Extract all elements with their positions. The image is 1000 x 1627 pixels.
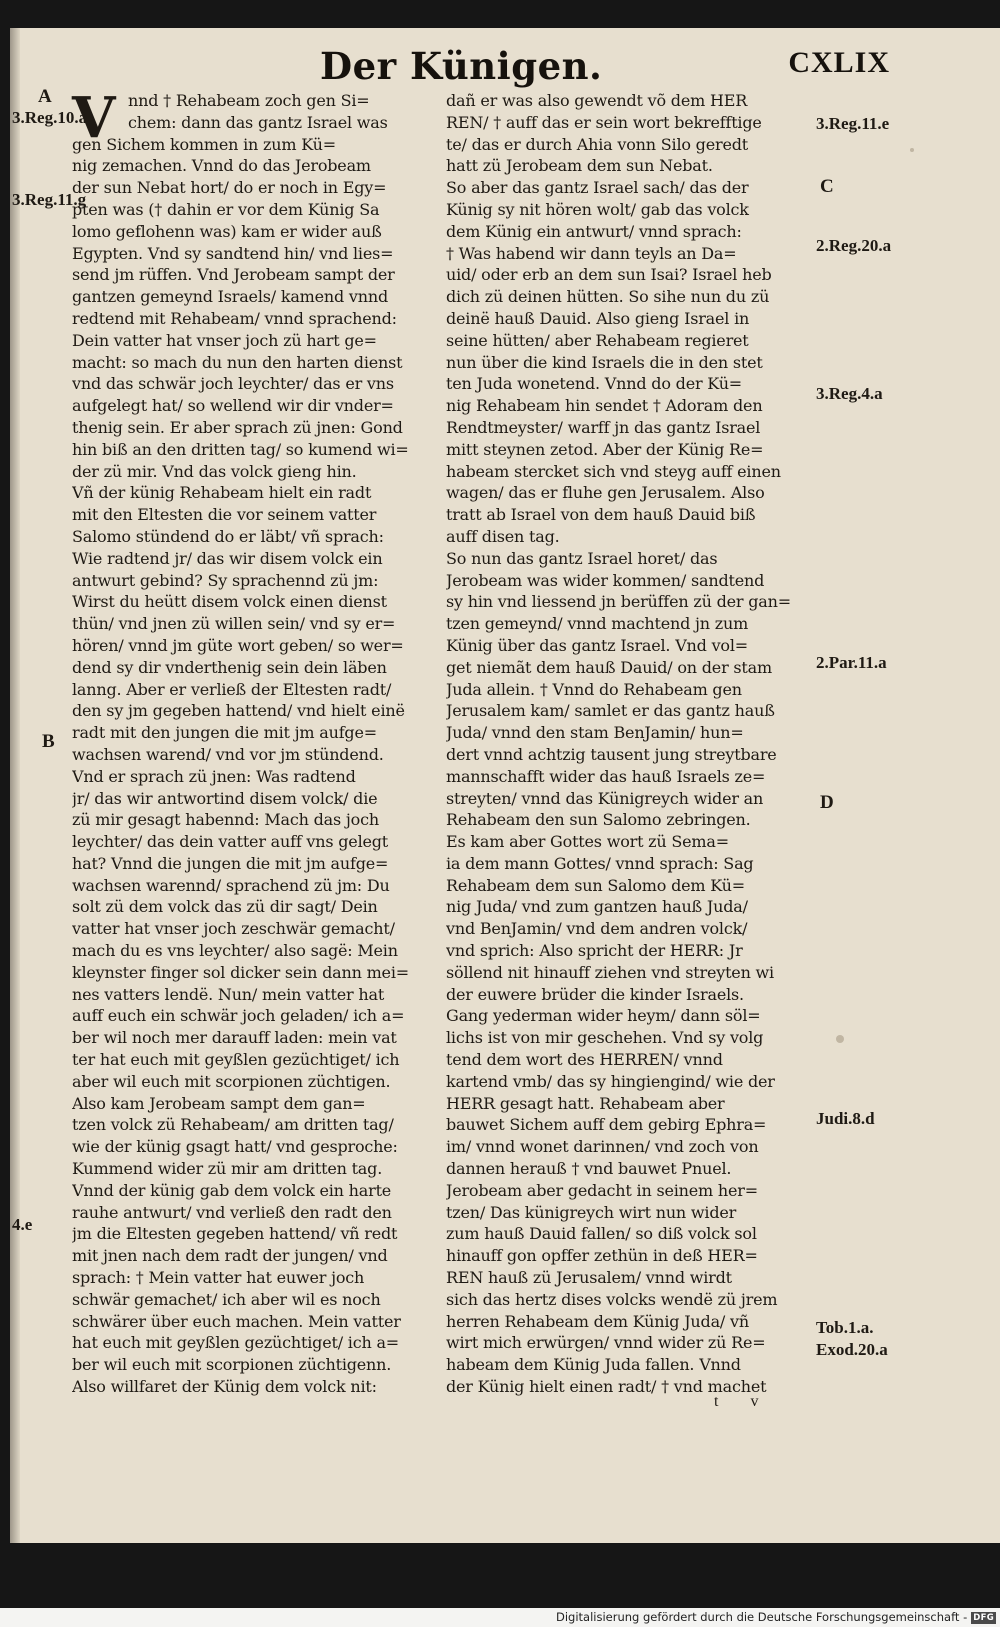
margin-note-right: 2.Reg.20.a <box>816 236 892 255</box>
text-line: mit den Eltesten die vor seinem vatter <box>72 505 377 525</box>
signature-mark: t v <box>714 1393 773 1410</box>
margin-note-right: Judi.8.d <box>816 1109 875 1128</box>
text-line: macht: so mach du nun den harten dienst <box>72 352 403 372</box>
text-line: nig Juda/ vnd zum gantzen hauß Juda/ <box>446 897 748 917</box>
text-line: Dein vatter hat vnser joch zü hart ge= <box>72 330 377 350</box>
text-line: aufgelegt hat/ so wellend wir dir vnder= <box>72 396 394 416</box>
text-line: der zü mir. Vnd das volck gieng hin. <box>72 461 357 481</box>
text-line: Wie radtend jr/ das wir disem volck ein <box>72 548 383 568</box>
folio-number: CXLIX <box>788 46 890 79</box>
text-line: hin biß an den dritten tag/ so kumend wi= <box>72 439 409 459</box>
text-line: So aber das gantz Israel sach/ das der <box>446 178 749 198</box>
text-line: nun über die kind Israels die in den stet <box>446 352 763 372</box>
text-line: der Künig hielt einen radt/ † vnd machet <box>446 1377 767 1397</box>
text-line: jr/ das wir antwortind disem volck/ die <box>72 788 378 808</box>
text-line: wachsen warend/ vnd vor jm stündend. <box>72 744 384 764</box>
text-line: lomo geflohenn was) kam er wider auß <box>72 221 382 241</box>
margin-note-left: B <box>42 731 55 752</box>
text-column-left <box>72 85 434 1398</box>
text-line: So nun das gantz Israel horet/ das <box>446 548 718 568</box>
text-line: bauwet Sichem auff dem gebirg Ephra= <box>446 1115 767 1135</box>
text-line: tzen/ Das künigreych wirt nun wider <box>446 1202 737 1222</box>
text-line: den sy jm gegeben hattend/ vnd hielt einë <box>72 701 405 721</box>
text-line: deinë hauß Dauid. Also gieng Israel in <box>446 308 750 328</box>
text-line: mach du es vns leychter/ also sagë: Mein <box>72 941 398 961</box>
text-line: antwurt gebind? Sy sprachennd zü jm: <box>72 570 379 590</box>
text-line: Jerusalem kam/ samlet er das gantz hauß <box>446 701 775 721</box>
text-line: im/ vnnd wonet darinnen/ vnd zoch von <box>446 1137 759 1157</box>
text-line: lanng. Aber er verließ der Eltesten radt/ <box>72 679 392 699</box>
text-line: streyten/ vnnd das Künigreych wider an <box>446 788 764 808</box>
margin-note-right: C <box>820 176 834 197</box>
text-line: schwärer über euch machen. Mein vatter <box>72 1311 401 1331</box>
text-line: redtend mit Rehabeam/ vnnd sprachend: <box>72 308 397 328</box>
text-line: auff euch ein schwär joch geladen/ ich a= <box>72 1006 405 1026</box>
margin-note-left: 4.e <box>12 1215 33 1234</box>
text-line: vatter hat vnser joch zeschwär gemacht/ <box>72 919 395 939</box>
text-line: Also willfaret der Künig dem volck nit: <box>72 1377 377 1397</box>
text-line: kartend vmb/ das sy hingiengind/ wie der <box>446 1071 775 1091</box>
text-line: chem: dann das gantz Israel was <box>128 112 388 132</box>
text-line: rauhe antwurt/ vnd verließ den radt den <box>72 1202 392 1222</box>
footer-credit: Digitalisierung gefördert durch die Deutsche Forschungsgemeinschaft - <box>555 1610 968 1624</box>
text-line: Salomo stündend do er läbt/ vñ sprach: <box>72 526 384 546</box>
text-line: Rehabeam den sun Salomo zebringen. <box>446 810 751 830</box>
text-line: Wirst du heütt disem volck einen dienst <box>72 592 387 612</box>
text-line: gen Sichem kommen in zum Kü= <box>72 134 336 154</box>
text-line: get niemãt dem hauß Dauid/ on der stam <box>446 657 772 677</box>
text-line: Juda allein. † Vnnd do Rehabeam gen <box>446 679 742 699</box>
text-line: ter hat euch mit geyßlen gezüchtiget/ ich <box>72 1050 400 1070</box>
text-line: Egypten. Vnd sy sandtend hin/ vnd lies= <box>72 243 394 263</box>
text-line: ber wil noch mer darauff laden: mein vat <box>72 1028 397 1048</box>
text-line: der euwere brüder die kinder Israels. <box>446 984 744 1004</box>
margin-note-left: 3.Reg.11.g <box>12 190 87 209</box>
text-line: Rendtmeyster/ warff jn das gantz Israel <box>446 417 761 437</box>
text-line: REN hauß zü Jerusalem/ vnnd wirdt <box>446 1268 732 1288</box>
text-line: thenig sein. Er aber sprach zü jnen: Gond <box>72 417 403 437</box>
text-line: wagen/ das er fluhe gen Jerusalem. Also <box>446 483 765 503</box>
text-line: dem Künig ein antwurt/ vnnd sprach: <box>446 221 742 241</box>
text-line: sich das hertz dises volcks wendë zü jrem <box>446 1289 778 1309</box>
text-line: wie der künig gsagt hatt/ vnd gesproche: <box>72 1137 398 1157</box>
text-line: kleynster finger sol dicker sein dann mei= <box>72 962 409 982</box>
text-line: HERR gesagt hatt. Rehabeam aber <box>446 1093 725 1113</box>
text-line: Künig sy nit hören wolt/ gab das volck <box>446 199 749 219</box>
text-line: send jm rüffen. Vnd Jerobeam sampt der <box>72 265 395 285</box>
text-line: Jerobeam was wider kommen/ sandtend <box>446 570 765 590</box>
text-line: Also kam Jerobeam sampt dem gan= <box>72 1093 366 1113</box>
text-line: jm die Eltesten gegeben hattend/ vñ redt <box>72 1224 398 1244</box>
text-line: hören/ vnnd jm güte wort geben/ so wer= <box>72 635 404 655</box>
text-line: dañ er was also gewendt võ dem HER <box>446 91 748 110</box>
text-line: dich zü deinen hütten. So sihe nun du zü <box>446 287 770 307</box>
text-line: hat? Vnnd die jungen die mit jm aufge= <box>72 853 389 873</box>
text-line: zum hauß Dauid fallen/ so diß volck sol <box>446 1224 757 1244</box>
text-line: dert vnnd achtzig tausent jung streytbare <box>446 744 777 764</box>
text-line: vnd das schwär joch leychter/ das er vns <box>72 374 394 394</box>
text-line: ber wil euch mit scorpionen züchtigenn. <box>72 1355 392 1375</box>
text-line: tzen volck zü Rehabeam/ am dritten tag/ <box>72 1115 394 1135</box>
text-line: sprach: † Mein vatter hat euwer joch <box>72 1268 365 1288</box>
book-page <box>10 28 1000 1543</box>
text-line: leychter/ das dein vatter auff vns gelegt <box>72 832 389 852</box>
footer-bar <box>0 1608 1000 1627</box>
text-line: ia dem mann Gottes/ vnnd sprach: Sag <box>446 853 754 873</box>
text-line: dend sy dir vnderthenig sein dein läben <box>72 657 387 677</box>
margin-note-left: A <box>38 86 52 107</box>
text-line: tratt ab Israel von dem hauß Dauid biß <box>446 505 756 525</box>
text-line: hinauff gon opffer zethün in deß HER= <box>446 1246 758 1266</box>
text-line: solt zü dem volck das zü dir sagt/ Dein <box>72 897 378 917</box>
text-line: nig zemachen. Vnnd do das Jerobeam <box>72 156 371 176</box>
text-line: † Was habend wir dann teyls an Da= <box>446 243 737 263</box>
text-line: uid/ oder erb an dem sun Isai? Israel heb <box>446 265 772 285</box>
margin-note-right: Tob.1.a. <box>816 1318 874 1337</box>
text-line: mit jnen nach dem radt der jungen/ vnd <box>72 1246 388 1266</box>
text-line: tzen gemeynd/ vnnd machtend jn zum <box>446 614 749 634</box>
text-line: Es kam aber Gottes wort zü Sema= <box>446 832 729 852</box>
text-line: thün/ vnd jnen zü willen sein/ vnd sy er= <box>72 614 396 634</box>
text-line: aber wil euch mit scorpionen züchtigen. <box>72 1071 391 1091</box>
text-line: mannschafft wider das hauß Israels ze= <box>446 766 766 786</box>
text-line: seine hütten/ aber Rehabeam regieret <box>446 330 749 350</box>
text-line: nig Rehabeam hin sendet † Adoram den <box>446 396 763 416</box>
text-line: ten Juda wonetend. Vnnd do der Kü= <box>446 374 743 394</box>
dfg-logo: DFG <box>973 1612 994 1623</box>
page-gutter-shadow <box>10 28 20 1543</box>
text-line: wirt mich erwürgen/ vnnd wider zü Re= <box>446 1333 766 1353</box>
text-line: mitt steynen zetod. Aber der Künig Re= <box>446 439 764 459</box>
text-line: sy hin vnd liessend jn berüffen zü der gan= <box>446 592 791 612</box>
text-line: schwär gemachet/ ich aber wil es noch <box>72 1289 381 1309</box>
ink-smudge <box>836 1035 844 1043</box>
margin-note-left: 3.Reg.10.a <box>12 108 88 127</box>
text-line: hatt zü Jerobeam dem sun Nebat. <box>446 156 713 176</box>
text-line: wachsen warennd/ sprachend zü jm: Du <box>72 875 390 895</box>
text-line: tend dem wort des HERREN/ vnnd <box>446 1050 723 1070</box>
drop-cap: V <box>72 85 116 151</box>
text-line: habeam dem Künig Juda fallen. Vnnd <box>446 1355 741 1375</box>
text-line: Rehabeam dem sun Salomo dem Kü= <box>446 875 745 895</box>
text-line: söllend nit hinauff ziehen vnd streyten wi <box>446 962 774 982</box>
margin-note-right: Exod.20.a <box>816 1340 888 1359</box>
text-line: herren Rehabeam dem Künig Juda/ vñ <box>446 1311 749 1331</box>
text-line: REN/ † auff das er sein wort bekrefftige <box>446 112 762 132</box>
text-line: Juda/ vnnd den stam BenJamin/ hun= <box>446 723 744 743</box>
text-line: nnd † Rehabeam zoch gen Si= <box>128 91 370 110</box>
text-line: gantzen gemeynd Israels/ kamend vnnd <box>72 287 389 307</box>
text-line: Künig über das gantz Israel. Vnd vol= <box>446 635 748 655</box>
text-line: dannen herauß † vnd bauwet Pnuel. <box>446 1159 732 1179</box>
margin-note-right: 3.Reg.4.a <box>816 384 883 403</box>
text-line: lichs ist von mir geschehen. Vnd sy volg <box>446 1028 764 1048</box>
text-line: habeam stercket sich vnd steyg auff einen <box>446 461 781 481</box>
margin-note-right: 3.Reg.11.e <box>816 114 890 133</box>
margin-note-right: 2.Par.11.a <box>816 653 887 672</box>
text-line: Vñ der künig Rehabeam hielt ein radt <box>72 483 372 503</box>
running-head: Der Künigen. <box>320 44 603 88</box>
text-line: pten was († dahin er vor dem Künig Sa <box>72 199 380 219</box>
text-line: radt mit den jungen die mit jm aufge= <box>72 723 377 743</box>
text-line: Gang yederman wider heym/ dann söl= <box>446 1006 761 1026</box>
ink-smudge <box>910 148 914 152</box>
text-line: Jerobeam aber gedacht in seinem her= <box>446 1180 758 1200</box>
text-line: Vnnd der künig gab dem volck ein harte <box>72 1180 392 1200</box>
text-line: nes vatters lendë. Nun/ mein vatter hat <box>72 984 385 1004</box>
text-line: vnd BenJamin/ vnd dem andren volck/ <box>446 919 748 939</box>
text-line: auff disen tag. <box>446 526 560 546</box>
text-line: te/ das er durch Ahia vonn Silo geredt <box>446 134 748 154</box>
margin-note-right: D <box>820 792 834 813</box>
text-line: der sun Nebat hort/ do er noch in Egy= <box>72 178 387 198</box>
text-line: Kummend wider zü mir am dritten tag. <box>72 1159 383 1179</box>
text-line: Vnd er sprach zü jnen: Was radtend <box>72 766 356 786</box>
text-line: vnd sprich: Also spricht der HERR: Jr <box>446 941 743 961</box>
text-line: hat euch mit geyßlen gezüchtiget/ ich a= <box>72 1333 399 1353</box>
text-line: zü mir gesagt habennd: Mach das joch <box>72 810 379 830</box>
text-column-right <box>446 90 808 1398</box>
